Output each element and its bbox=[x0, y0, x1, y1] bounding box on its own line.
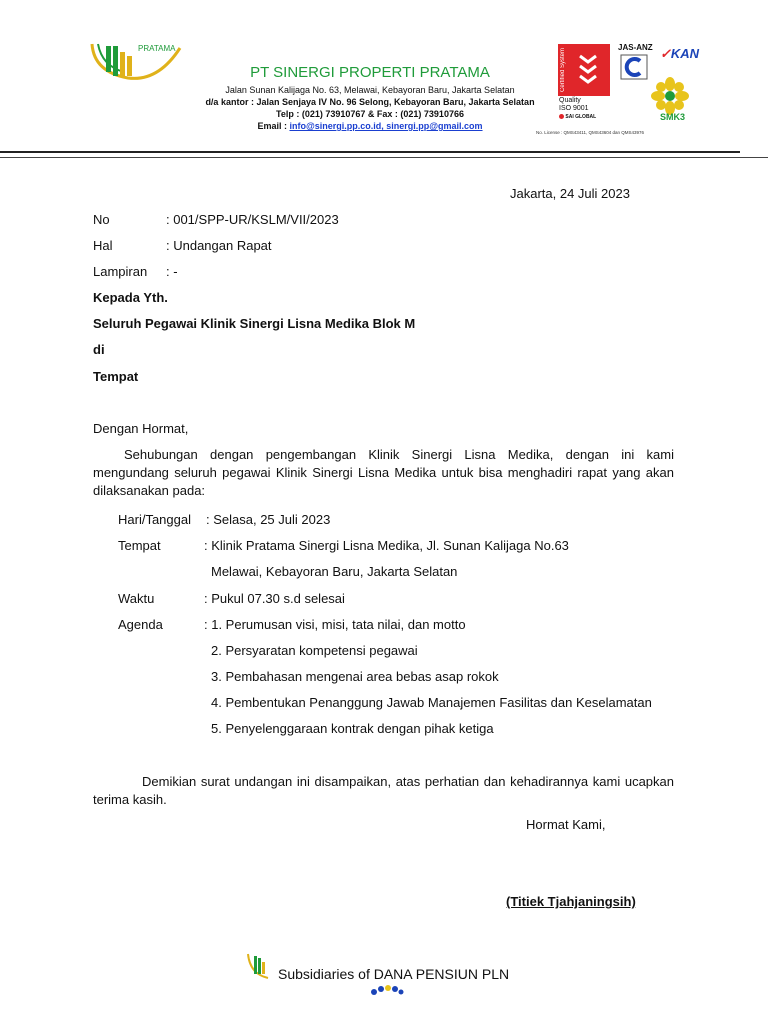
closing-paragraph: Demikian surat undangan ini disampaikan, atas perhatian dan kehadirannya kami ucapkan terima kasih. bbox=[93, 774, 674, 807]
number-value: : 001/SPP-UR/KSLM/VII/2023 bbox=[166, 212, 339, 227]
time-label: Waktu bbox=[118, 591, 155, 606]
certified-text: Certified System bbox=[560, 47, 566, 92]
agenda-item: 3. Pembahasan mengenai area bebas asap rokok bbox=[211, 669, 499, 684]
jas-anz-logo bbox=[620, 54, 648, 80]
venue-value-line2: Melawai, Kebayoran Baru, Jakarta Selatan bbox=[211, 564, 458, 579]
company-name: PT SINERGI PROPERTI PRATAMA bbox=[250, 64, 490, 81]
agenda-item: 2. Persyaratan kompetensi pegawai bbox=[211, 643, 418, 658]
iso-text: ISO 9001 bbox=[559, 105, 589, 112]
recipient-name: Seluruh Pegawai Klinik Sinergi Lisna Medika Blok M bbox=[93, 316, 416, 331]
date-value: : Selasa, 25 Juli 2023 bbox=[206, 512, 331, 527]
company-address: Jalan Sunan Kalijaga No. 63, Melawai, Kebayoran Baru, Jakarta Selatan bbox=[225, 85, 515, 95]
regards: Hormat Kami, bbox=[526, 817, 606, 832]
subject-label: Hal bbox=[93, 238, 113, 253]
phone-fax: Telp : (021) 73910767 & Fax : (021) 73910766 bbox=[276, 109, 464, 119]
subject-value: : Undangan Rapat bbox=[166, 238, 272, 253]
sai-dot-icon bbox=[559, 114, 564, 119]
recipient-di: di bbox=[93, 342, 105, 357]
footer-pratama-icon bbox=[246, 952, 274, 982]
agenda-item: 5. Penyelenggaraan kontrak dengan pihak ketiga bbox=[211, 721, 494, 736]
email-label: Email : bbox=[257, 121, 290, 131]
footer-logo bbox=[246, 952, 274, 982]
kan-logo: ✓KAN bbox=[660, 46, 700, 61]
logo-text: PRATAMA bbox=[138, 44, 176, 53]
footer-subsidiary-text: Subsidiaries of DANA PENSIUN PLN bbox=[278, 966, 510, 982]
time-value: : Pukul 07.30 s.d selesai bbox=[204, 591, 345, 606]
license-numbers: No. License : QMS43411, QMS43604 dan QMS43976 bbox=[536, 130, 644, 135]
sai-global-text: SAI GLOBAL bbox=[559, 114, 596, 120]
intro-paragraph: Sehubungan dengan pengembangan Klinik Sinergi Lisna Medika, dengan ini kami mengundang seluruh pegawai Klinik Sinergi Lisna Medika untuk bisa menghadiri rapat yang akan dilaksanakan pada: bbox=[93, 447, 674, 498]
attachment-value: : - bbox=[166, 264, 178, 279]
smk3-logo bbox=[648, 76, 692, 122]
pln-logo bbox=[368, 984, 404, 998]
agenda-item: : 1. Perumusan visi, misi, tata nilai, dan motto bbox=[204, 617, 466, 632]
place-date: Jakarta, 24 Juli 2023 bbox=[510, 186, 630, 201]
company-logo bbox=[88, 42, 188, 86]
certified-system-badge bbox=[558, 44, 610, 96]
venue-label: Tempat bbox=[118, 538, 161, 553]
greeting: Dengan Hormat, bbox=[93, 421, 189, 436]
email-link[interactable]: info@sinergi.pp.co.id, sinergi.pp@gmail.com bbox=[289, 121, 483, 131]
smk3-text: SMK3 bbox=[660, 112, 686, 122]
number-label: No bbox=[93, 212, 110, 227]
venue-value-line1: : Klinik Pratama Sinergi Lisna Medika, Jl. Sunan Kalijaga No.63 bbox=[204, 538, 569, 553]
signatory-name: (Titiek Tjahjaningsih) bbox=[506, 894, 636, 909]
quality-text: Quality bbox=[559, 97, 581, 104]
email-line bbox=[190, 121, 550, 131]
kan-check-icon: ✓ bbox=[660, 46, 671, 61]
recipient-place: Tempat bbox=[93, 369, 139, 384]
pln-dots-icon bbox=[368, 984, 404, 998]
header-divider-thin bbox=[0, 157, 768, 158]
agenda-item: 4. Pembentukan Penanggung Jawab Manajemen Fasilitas dan Keselamatan bbox=[211, 695, 652, 710]
jas-anz-c-icon bbox=[620, 54, 648, 80]
header-divider bbox=[0, 151, 740, 153]
agenda-label: Agenda bbox=[118, 617, 163, 632]
recipient-salutation: Kepada Yth. bbox=[93, 290, 168, 305]
date-label: Hari/Tanggal bbox=[118, 512, 191, 527]
attachment-label: Lampiran bbox=[93, 264, 148, 279]
jas-anz-text: JAS-ANZ bbox=[618, 43, 653, 52]
office-address: d/a kantor : Jalan Senjaya IV No. 96 Selong, Kebayoran Baru, Jakarta Selatan bbox=[205, 97, 535, 107]
